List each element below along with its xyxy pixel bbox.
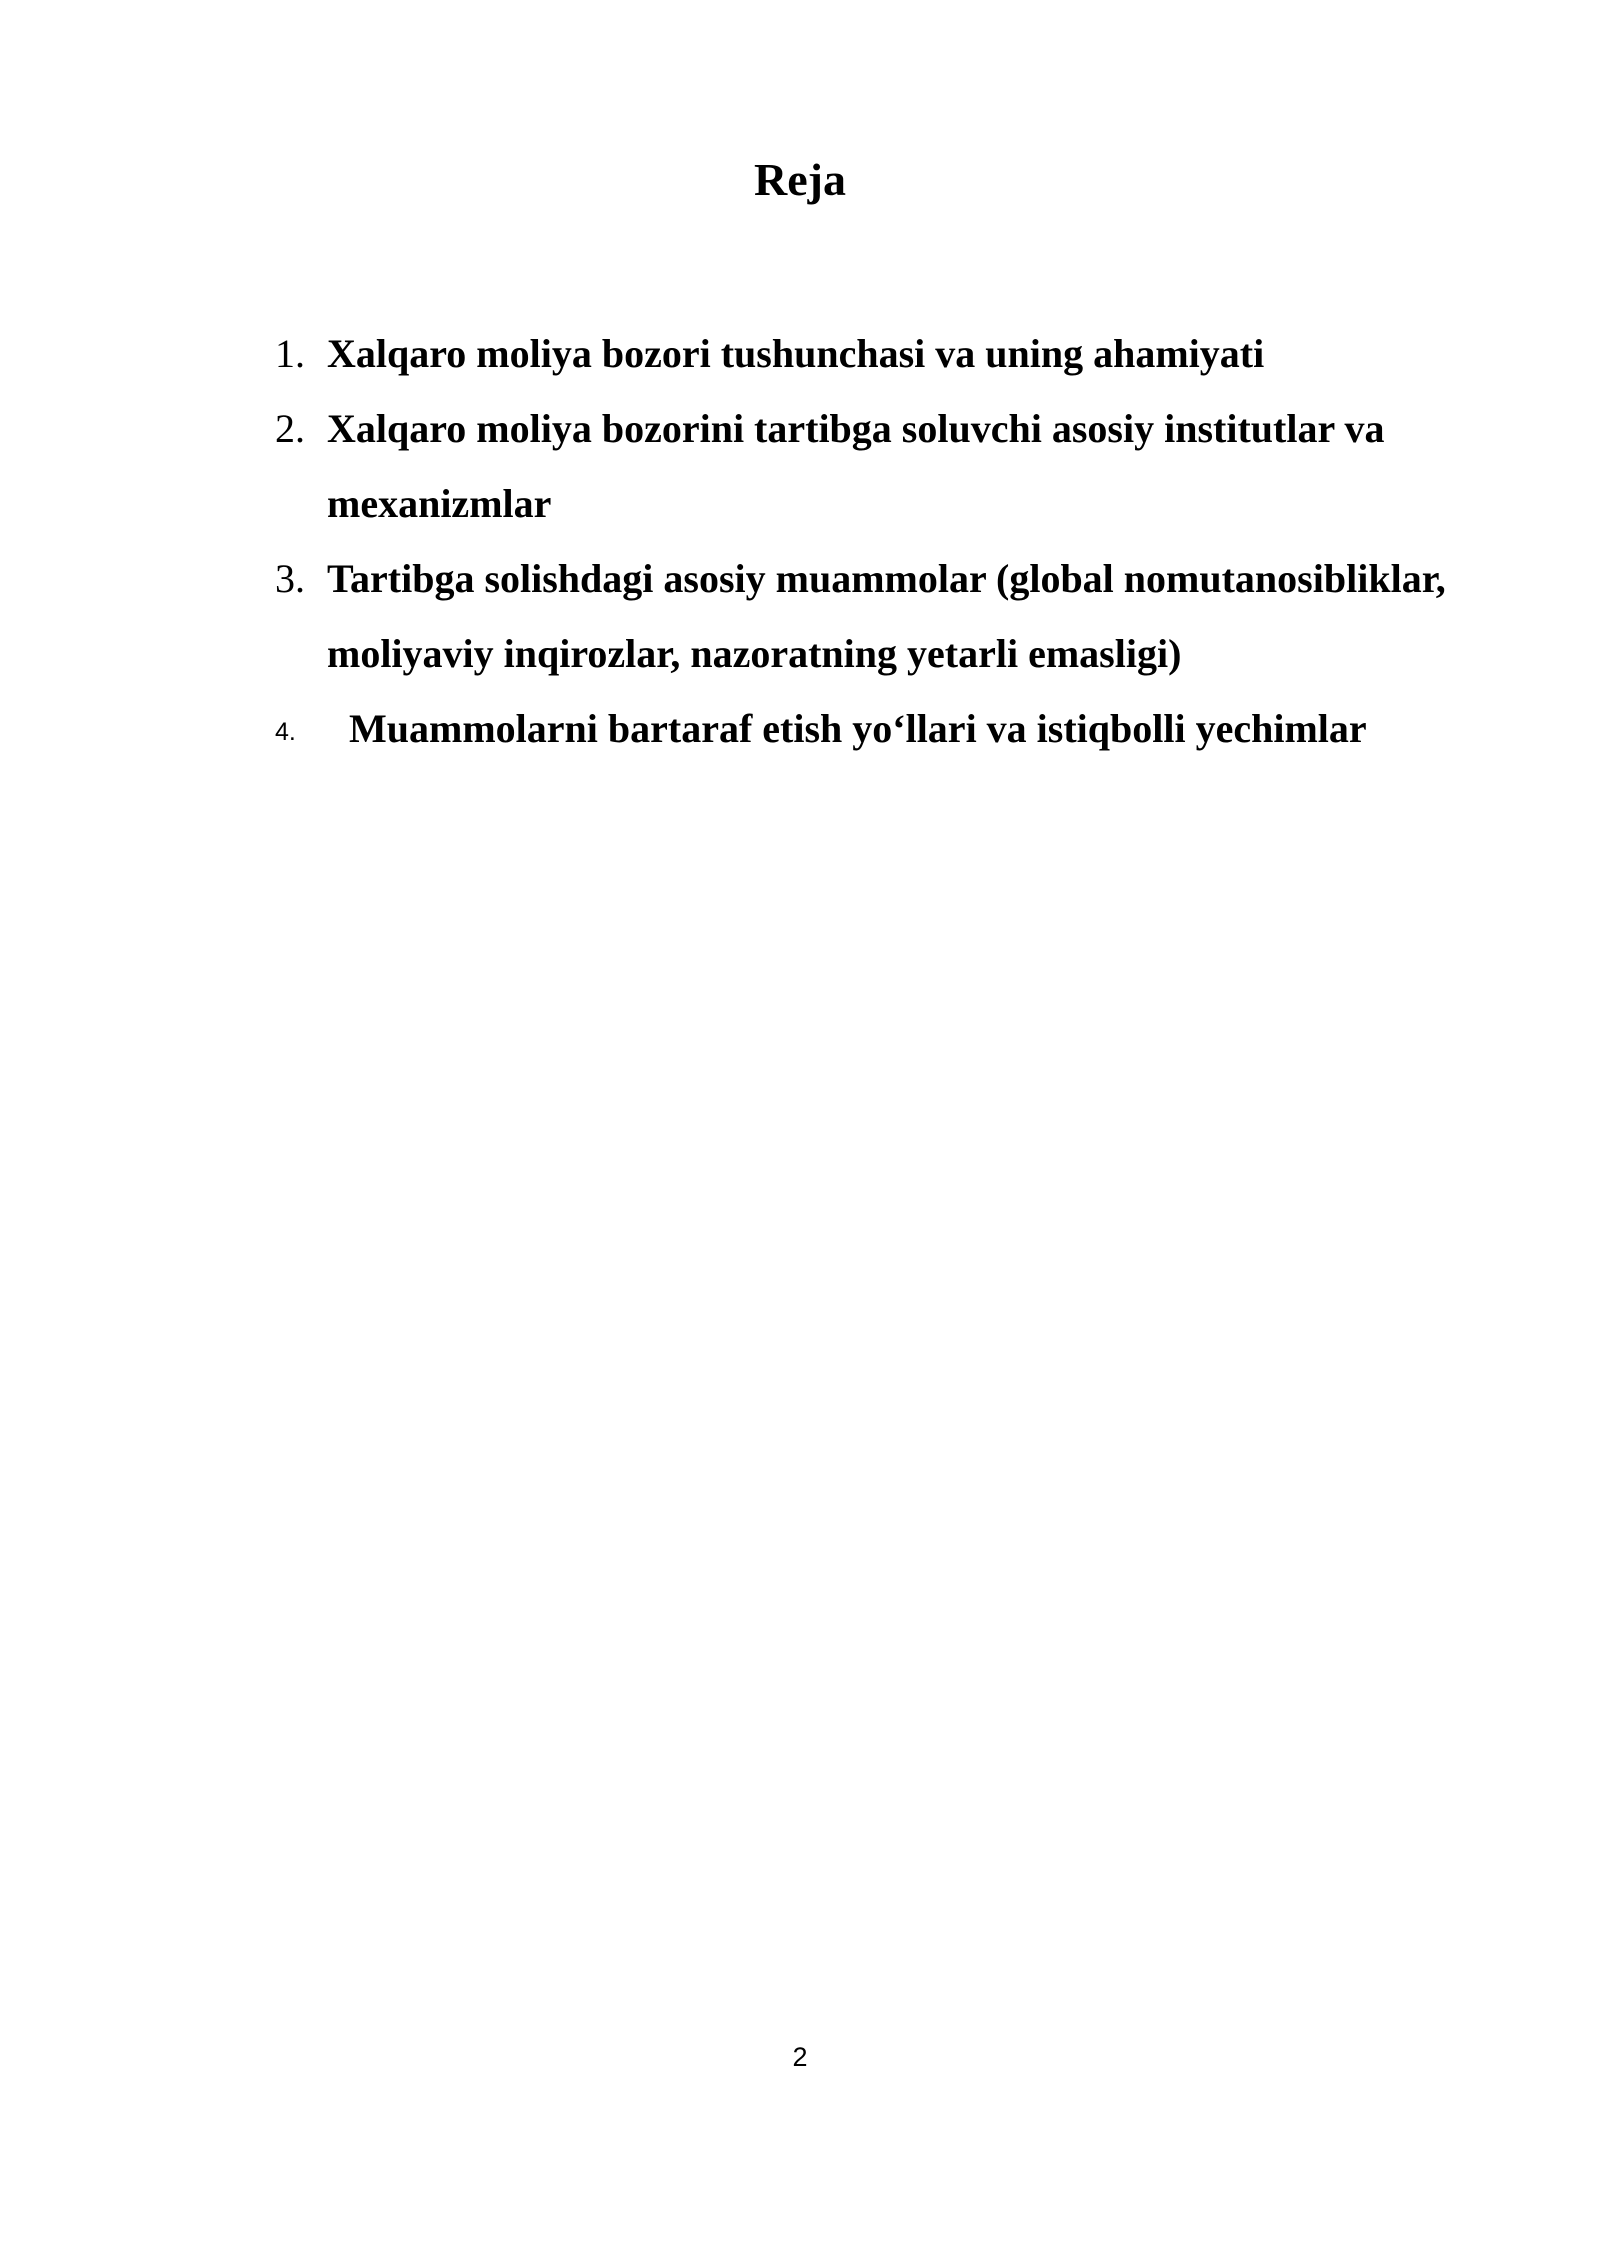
plan-item-number: 3. (275, 556, 305, 601)
plan-item-number: 1. (275, 331, 305, 376)
plan-item-2 (275, 391, 1485, 541)
plan-item-text: Xalqaro moliya bozorini tartibga soluvchi asosiy institutlar va mexanizmlar (327, 406, 1385, 526)
plan-item-text: Tartibga solishdagi asosiy muammolar (global nomutanosibliklar, moliyaviy inqirozlar, nazoratning yetarli emasligi) (327, 556, 1446, 676)
plan-item-3 (275, 541, 1485, 691)
plan-item-text: Xalqaro moliya bozori tushunchasi va uning ahamiyati (327, 331, 1265, 376)
page-title: Reja (754, 154, 846, 205)
page-number: 2 (792, 2042, 808, 2072)
plan-item-4 (275, 691, 1485, 766)
plan-item-1 (275, 316, 1485, 391)
plan-list (275, 316, 1485, 766)
plan-item-number: 4. (275, 718, 296, 746)
plan-item-number: 2. (275, 406, 305, 451)
plan-item-text: Muammolarni bartaraf etish yo‘llari va istiqbolli yechimlar (349, 706, 1367, 751)
